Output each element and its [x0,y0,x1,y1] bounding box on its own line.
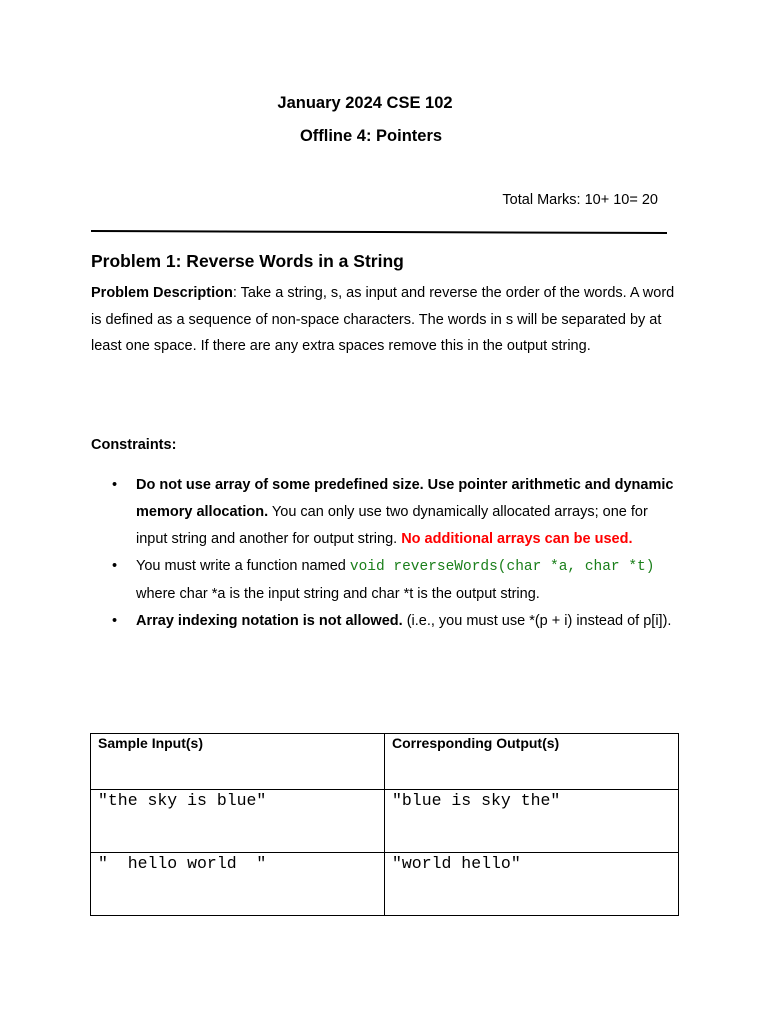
constraint-text: You can only use two dynamically allocated arrays; one for input string and another for output string. [136,504,648,547]
document-title: January 2024 CSE 102 [277,94,453,112]
constraint-red-text: No additional arrays can be used. [401,531,633,547]
column-header-input: Sample Input(s) [91,734,385,790]
bullet-icon: • [112,613,118,629]
samples-table [90,733,679,916]
function-signature: void reverseWords(char *a, char *t) [349,559,655,575]
constraints-list [91,472,681,635]
document-subtitle: Offline 4: Pointers [299,127,443,145]
constraint-item [91,553,681,608]
constraint-bold: Array indexing notation is not allowed. [136,613,403,629]
bullet-icon: • [112,477,118,493]
description-label: Problem Description [91,285,233,301]
table-row [91,790,679,853]
bullet-icon: • [112,558,118,574]
sample-output-cell: "blue is sky the" [385,790,679,853]
constraints-heading: Constraints: [91,437,177,453]
horizontal-divider [91,230,667,234]
constraint-text: where char *a is the input string and char *t is the output string. [136,586,540,602]
constraint-text: You must write a function named [136,558,350,574]
problem-description [91,280,681,360]
constraint-bold: Do not use array of some predefined size. Use pointer arithmetic and dynamic memory allocation. [136,477,674,520]
constraint-item [91,472,681,553]
description-text: : Take a string, s, as input and reverse the order of the words. A word is defined as a sequence of non-space characters. The words in s will be separated by at least one space. If there are any extra spaces remove this in the output string. [91,285,675,354]
table-header-row [91,734,679,790]
sample-input-cell: " hello world " [91,853,385,916]
total-marks: Total Marks: 10+ 10= 20 [502,192,658,208]
constraint-item [91,608,681,635]
table-row [91,853,679,916]
sample-input-cell: "the sky is blue" [91,790,385,853]
sample-output-cell: "world hello" [385,853,679,916]
column-header-output: Corresponding Output(s) [385,734,679,790]
problem-title: Problem 1: Reverse Words in a String [91,251,404,271]
constraint-text: (i.e., you must use *(p + i) instead of p[i]). [402,613,672,629]
